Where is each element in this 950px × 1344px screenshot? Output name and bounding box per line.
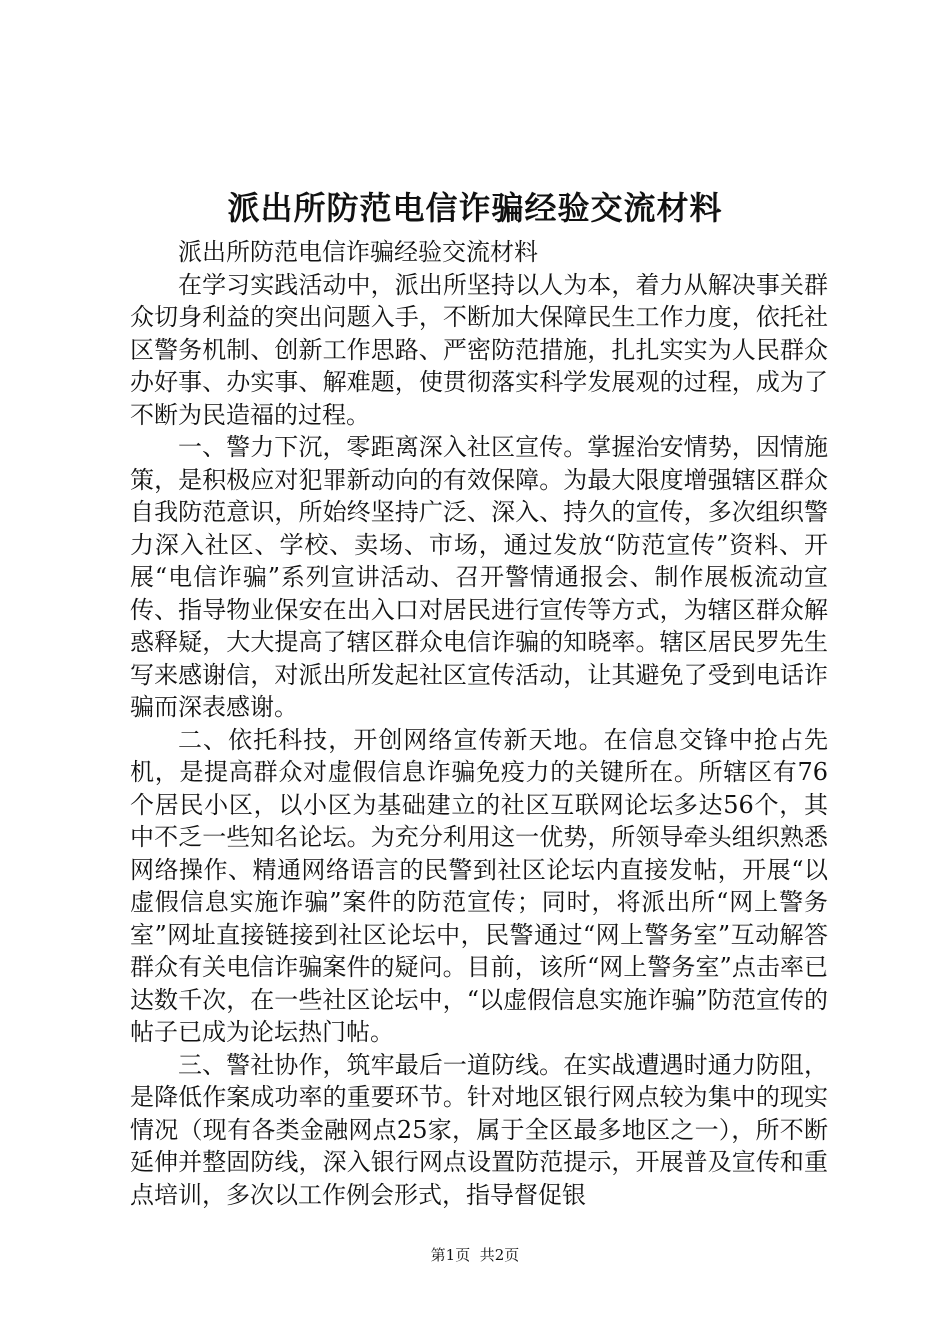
page-footer: [0, 1245, 950, 1265]
document-body: [130, 236, 828, 1211]
page-total: 共2页: [479, 1246, 520, 1264]
paragraph-intro: 在学习实践活动中，派出所坚持以人为本，着力从解决事关群众切身利益的突出问题入手，不断加大保障民生工作力度，依托社区警务机制、创新工作思路、严密防范措施，扎扎实实为人民群众办好事、办实事、解难题，使贯彻落实科学发展观的过程，成为了不断为民造福的过程。: [130, 270, 828, 429]
paragraph-subtitle: 派出所防范电信诈骗经验交流材料: [178, 238, 538, 266]
paragraph-section-1: 一、警力下沉，零距离深入社区宣传。掌握治安情势，因情施策，是积极应对犯罪新动向的有效保障。为最大限度增强辖区群众自我防范意识，所始终坚持广泛、深入、持久的宣传，多次组织警力深入社区、学校、卖场、市场，通过发放“防范宣传”资料、开展“电信诈骗”系列宣讲活动、召开警情通报会、制作展板流动宣传、指导物业保安在出入口对居民进行宣传等方式，为辖区群众解惑释疑，大大提高了辖区群众电信诈骗的知晓率。辖区居民罗先生写来感谢信，对派出所发起社区宣传活动，让其避免了受到电话诈骗而深表感谢。: [130, 433, 828, 721]
paragraph-section-3: 三、警社协作，筑牢最后一道防线。在实战遭遇时通力防阻，是降低作案成功率的重要环节。针对地区银行网点较为集中的现实情况（现有各类金融网点25家，属于全区最多地区之一），所不断延伸并整固防线，深入银行网点设置防范提示，开展普及宣传和重点培训，多次以工作例会形式，指导督促银: [130, 1050, 828, 1209]
document-title: 派出所防范电信诈骗经验交流材料: [227, 189, 723, 227]
paragraph-section-2: 二、依托科技，开创网络宣传新天地。在信息交锋中抢占先机，是提高群众对虚假信息诈骗免疫力的关键所在。所辖区有76个居民小区，以小区为基础建立的社区互联网论坛多达56个，其中不乏一些知名论坛。为充分利用这一优势，所领导牵头组织熟悉网络操作、精通网络语言的民警到社区论坛内直接发帖，开展“以虚假信息实施诈骗”案件的防范宣传；同时，将派出所“网上警务室”网址直接链接到社区论坛中，民警通过“网上警务室”互动解答群众有关电信诈骗案件的疑问。目前，该所“网上警务室”点击率已达数千次，在一些社区论坛中，“以虚假信息实施诈骗”防范宣传的帖子已成为论坛热门帖。: [130, 725, 828, 1046]
page-number: 第1页: [430, 1246, 471, 1264]
